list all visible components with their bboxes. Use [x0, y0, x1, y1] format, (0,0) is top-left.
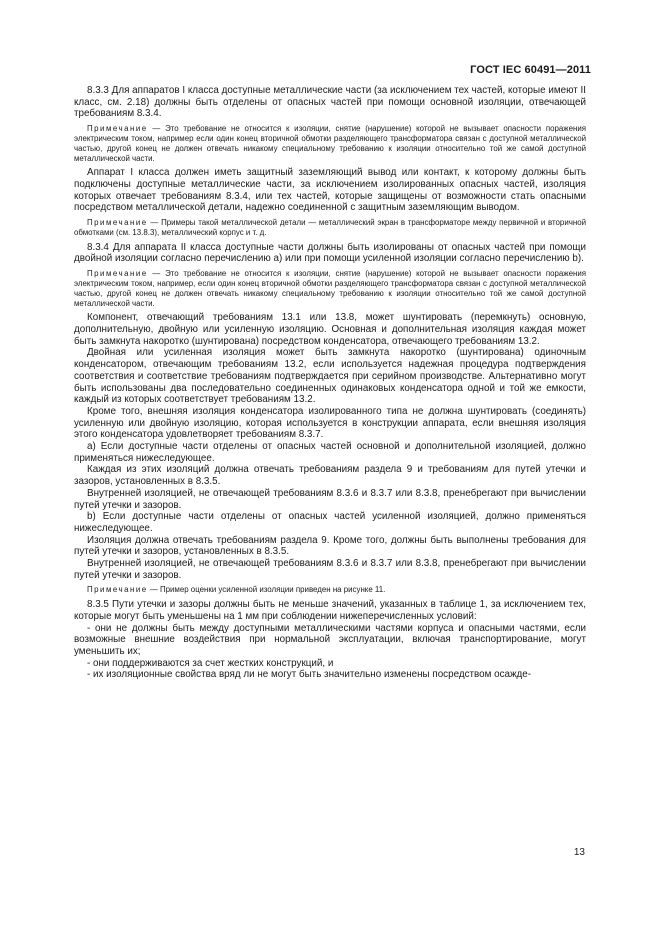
note [74, 269, 586, 308]
note-text: — Это требование не относится к изоляции, снятие (нарушение) которой не вызывает опасности поражения электрическим током, например если один конец вторичной обмотки разделяющего трансформатора связан с доступной металлической частью, другой конец не должен отвечать никакому специальному требованию к изоляции относительно той же самой доступной металлической части. [74, 124, 586, 163]
clause-8-3-4: 8.3.4 Для аппарата II класса доступные части должны быть изолированы от опасных частей при помощи двойной изоляции согласно перечислению а) или при помощи усиленной изоляции согласно перечислению b). [74, 241, 586, 265]
standard-header: ГОСТ IEC 60491—2011 [470, 64, 591, 76]
page-body [74, 85, 586, 681]
paragraph: Компонент, отвечающий требованиям 13.1 или 13.8, может шунтировать (перемкнуть) основную, дополнительную, двойную или усиленную изоляцию. Основная и дополнительная изоляция каждая может быть замкнута накоротко (шунтирована) посредством конденсатора, отвечающего требованиям 13.2. [74, 312, 586, 347]
paragraph: Двойная или усиленная изоляция может быть замкнута накоротко (шунтирована) одиночным конденсатором, отвечающим требованиям 13.2, если используется надежная процедура подтверждения соответствия и соответствие требованиям подтверждается при серийном производстве. Альтернативно могут быть использованы два последовательно соединенных одинаковых конденсатора одной и той же емкости, каждый из которых соответствует требованиям 13.2. [74, 347, 586, 406]
note-text: — Примеры такой металлической детали — металлический экран в трансформаторе между первичной и вторичной обмотками (см. 13.8.3), металлический корпус и т. д. [74, 218, 586, 237]
note [74, 585, 586, 595]
note [74, 218, 586, 238]
note-text: — Пример оценки усиленной изоляции приведен на рисунке 11. [147, 585, 386, 595]
page-number: 13 [573, 847, 585, 858]
note-label: Примечание [87, 269, 148, 279]
paragraph: Кроме того, внешняя изоляция конденсатора изолированного типа не должна шунтировать (соединять) усиленную или двойную изоляцию, которая используется в конструкции аппарата, если внешняя изоляция этого конденсатора удовлетворяет требованиям 8.3.7. [74, 405, 586, 441]
paragraph: Изоляция должна отвечать требованиям раздела 9. Кроме того, должны быть выполнены требования для путей утечки и зазоров, установленных в 8.3.5. [74, 534, 586, 558]
list-item: - они не должны быть между доступными металлическими частями корпуса и опасными частями, если возможные внешние воздействия при нормальной эксплуатации, включая транспортирование, могут уменьшить их; [74, 622, 586, 658]
paragraph: Каждая из этих изоляций должна отвечать требованиям раздела 9 и требованиям для путей утечки и зазоров, установленных в 8.3.5. [74, 464, 586, 488]
clause-8-3-5: 8.3.5 Пути утечки и зазоры должны быть не меньше значений, указанных в таблице 1, за исключением тех, которые могут быть уменьшены на 1 мм при соблюдении нижеперечисленных условий: [74, 599, 586, 622]
clause-8-3-3: 8.3.3 Для аппаратов I класса доступные металлические части (за исключением тех частей, которые имеют II класс, см. 2.18) должны быть отделены от опасных частей при помощи основной изоляции, отвечающей требованиям 8.3.4. [74, 85, 586, 120]
list-item: - они поддерживаются за счет жестких конструкций, и [87, 657, 334, 669]
list-item: - их изоляционные свойства вряд ли не могут быть значительно изменены посредством осажде- [87, 669, 532, 681]
note-label: Примечание [87, 124, 148, 134]
paragraph: Аппарат I класса должен иметь защитный заземляющий вывод или контакт, к которому должны быть подключены доступные металлические части, за исключением изолированных опасных частей, изоляция которых отвечает требованиям 8.3.4, или тех частей, которые защищены от возможности стать опасными посредством металлической детали, надежно соединенной с защитным заземляющим выводом. [74, 167, 586, 214]
note-text: — Это требование не относится к изоляции, снятие (нарушение) которой не вызывает опасности поражения электрическим током, например, если один конец вторичной обмотки разделяющего трансформатора связан с доступной металлической частью, другой конец не должен отвечать никакому специальному требованию к изоляции относительно той же самой доступной металлической части. [74, 269, 586, 308]
note [74, 124, 586, 163]
paragraph: Внутренней изоляцией, не отвечающей требованиям 8.3.6 и 8.3.7 или 8.3.8, пренебрегают при вычислении путей утечки и зазоров. [74, 487, 586, 511]
paragraph: Внутренней изоляцией, не отвечающей требованиям 8.3.6 и 8.3.7 или 8.3.8, пренебрегают при вычислении путей утечки и зазоров. [74, 558, 586, 581]
note-label: Примечание [87, 585, 148, 595]
note-label: Примечание [87, 218, 148, 228]
paragraph: b) Если доступные части отделены от опасных частей усиленной изоляцией, должно применяться нижеследующее. [74, 511, 586, 534]
paragraph: а) Если доступные части отделены от опасных частей основной и дополнительной изоляцией, должно применяться нижеследующее. [74, 441, 586, 464]
